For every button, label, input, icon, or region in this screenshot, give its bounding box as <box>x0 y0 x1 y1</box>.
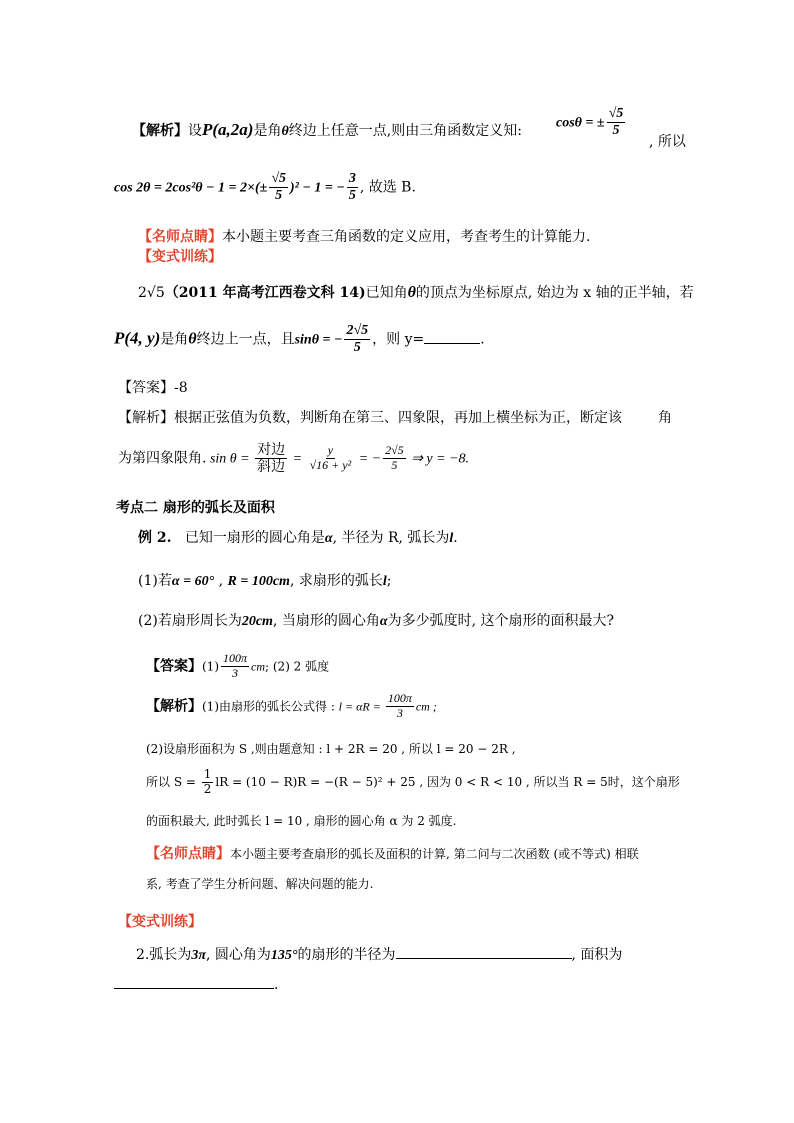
analysis-2-line-4: 的面积最大, 此时弧长 l = 10 , 扇形的圆心角 α 为 2 弧度. <box>146 814 457 828</box>
cos2theta-formula: cos 2θ = 2cos²θ − 1 = 2×(± $\frac{√5}{5}$ )² − 1 = − $\frac{3}{5}$ , 故选 B. <box>114 171 416 204</box>
solution-tag: 【解析】 <box>132 123 188 139</box>
analysis-2-line-2: (2)设扇形面积为 S ,则由题意知 : l + 2R = 20 , 所以 l = 20 − 2R , <box>146 742 516 756</box>
tip-tag: 【名师点睛】 <box>138 229 222 245</box>
tip-2-line-2: 系, 考查了学生分析问题、解决问题的能力. <box>146 877 374 891</box>
analysis-2-line-3: 所以 S = $\frac{1}{2}$ lR = (10 − R)R = −(R − 5)² + 25 , 因为 0 < R < 10 , 所以当 R = 5时，这个扇形 <box>146 767 680 796</box>
question-2-line-2: . <box>114 976 278 994</box>
so-text: , 所以 <box>649 134 686 150</box>
analysis-1-line-1: 【解析】根据正弦值为负数，判断角在第三、四象限，再加上横坐标为正，断定该 <box>118 410 622 426</box>
example-2-part-1: (1)若α = 60° , R = 100cm, 求扇形的弧长l; <box>138 573 392 589</box>
tip-line: 【名师点睛】本小题主要考查三角函数的定义应用，考查考生的计算能力. <box>138 229 591 245</box>
example-2-statement: 例 2. 已知一扇形的圆心角是α, 半径为 R, 弧长为l. <box>138 530 458 546</box>
question-1-line-2: P(4, y)是角θ终边上一点，且sinθ = − $\frac{2√5}{5}$ ，则 y= . <box>114 323 485 356</box>
answer-2: 【答案】(1) $\frac{100\pi}{3}$ cm; (2) 2 弧度 <box>146 651 330 680</box>
question-1-line-1: 2√5（2011 年高考江西卷文科 14)已知角θ的顶点为坐标原点, 始边为 x 轴的正半轴，若 <box>138 284 694 301</box>
answer-1: 【答案】-8 <box>118 380 188 396</box>
answer-blank-area <box>114 976 274 989</box>
answer-blank-radius <box>396 946 572 959</box>
answer-blank-y <box>424 331 480 344</box>
example-2-part-2: (2)若扇形周长为20cm, 当扇形的圆心角α为多少弧度时, 这个扇形的面积最大? <box>138 613 615 629</box>
variant-training-tag-1: 【变式训练】 <box>138 249 222 265</box>
tip-2-line-1: 【名师点睛】本小题主要考查扇形的弧长及面积的计算, 第二问与二次函数 (或不等式) 相联 <box>146 846 639 862</box>
point-P-a-2a: P(a,2a) <box>202 120 254 139</box>
analysis-2-line-1: 【解析】(1)由扇形的弧长公式得 : l = αR = $\frac{100\pi}{3}$ cm ; <box>146 691 437 720</box>
solution-line-1: 【解析】设P(a,2a)是角θ终边上任意一点,则由三角函数定义知: <box>132 120 522 139</box>
analysis-1-line-2: 为第四象限角. sin θ = $\frac{\text{对边}}{\text{斜边}}$ = $\frac{y}{\text{√16 + y²}}$ = − $\frac{2√5}{5}$ ⇒ y = −8. <box>118 442 470 476</box>
variant-training-tag-2: 【变式训练】 <box>118 914 202 930</box>
cos-theta-formula: cosθ = ± $\frac{√5}{5}$ <box>556 106 624 139</box>
analysis-1-jiao: 角 <box>658 410 672 426</box>
section-title-kaodian-2: 考点二 扇形的弧长及面积 <box>116 500 275 516</box>
question-2: 2.弧长为3π, 圆心角为135°的扇形的半径为 , 面积为 <box>136 947 623 963</box>
